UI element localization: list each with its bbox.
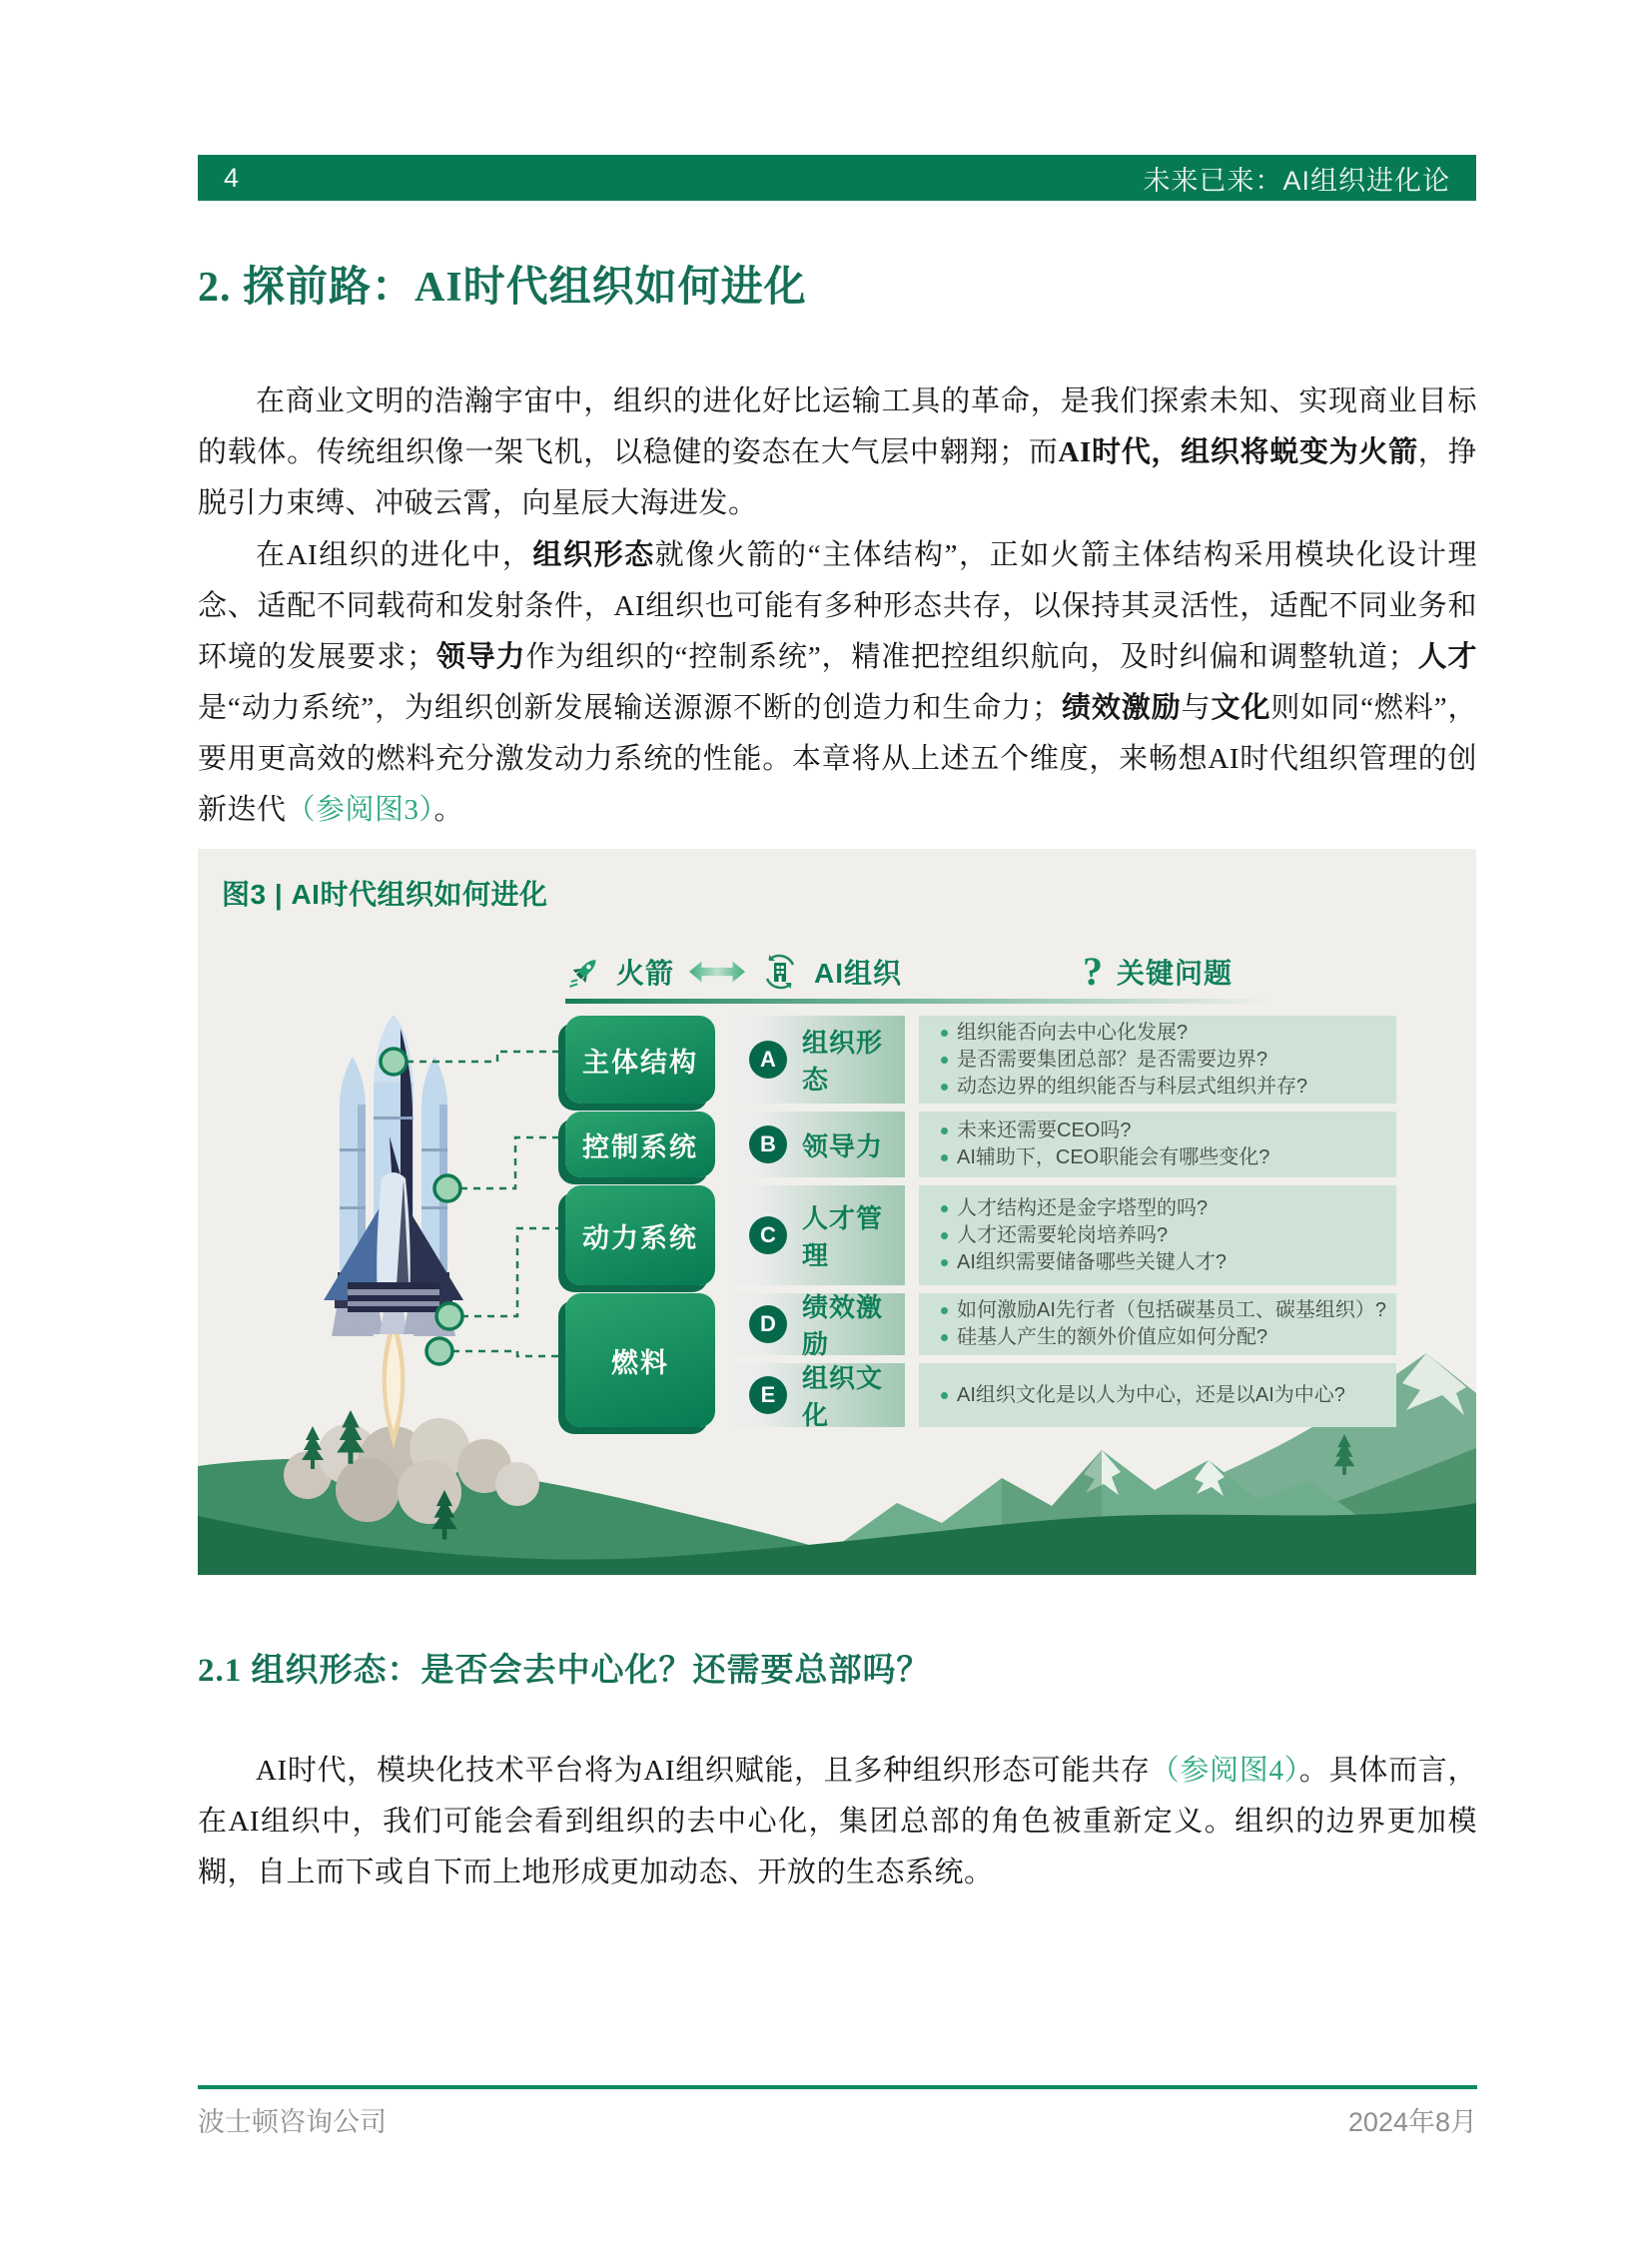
legend-rocket-org	[565, 952, 905, 992]
system-box-body: 主体结构	[565, 1016, 715, 1104]
mapping-grid	[565, 1016, 1396, 1430]
question-item: 组织能否向去中心化发展?	[939, 1020, 1307, 1047]
figure-title: 图3 | AI时代组织如何进化	[222, 879, 548, 910]
question-item: 动态边界的组织能否与科层式组织并存?	[939, 1074, 1307, 1101]
question-icon: ?	[1082, 949, 1103, 994]
dimension-talent: C 人才管理	[729, 1185, 905, 1285]
paragraph-2	[198, 530, 1477, 836]
text-run-bold: 领导力	[435, 641, 526, 673]
legend-rocket-label: 火箭	[615, 958, 674, 989]
dimension-leadership: B 领导力	[729, 1112, 905, 1177]
badge-c: C	[749, 1216, 787, 1254]
question-item: 人才还需要轮岗培养吗?	[939, 1222, 1227, 1249]
text-run: 。	[433, 794, 464, 826]
badge-a: A	[749, 1041, 787, 1079]
figure-legend	[565, 949, 1396, 995]
text-run: 则如同“燃料”，要用更高效的燃料充分激发动力系统的性能。本章将从上述五个维度，来畅想AI时代组织管理的创新迭代	[198, 692, 1477, 826]
text-run: 在AI组织的进化中，	[256, 539, 533, 571]
org-cycle-icon	[760, 952, 800, 992]
page-number: 4	[224, 162, 240, 193]
page-footer	[198, 2100, 1477, 2139]
figure-table	[565, 949, 1396, 1430]
swap-arrows-icon	[688, 960, 746, 984]
dimension-org-form: A 组织形态	[729, 1016, 905, 1104]
footer-rule	[198, 2085, 1477, 2089]
paragraph-3	[198, 1746, 1477, 1898]
legend-questions	[919, 949, 1396, 994]
system-box-control: 控制系统	[565, 1112, 715, 1177]
text-run-bold: 绩效激励	[1061, 692, 1182, 724]
question-item: 如何激励AI先行者（包括碳基员工、碳基组织）?	[939, 1297, 1386, 1324]
text-run: 在商业文明的浩瀚宇宙中，组织的进化好比运输工具的革命，是我们探索未知、实现商业目标的载体。传统组织像一架飞机，以稳健的姿态在大气层中翱翔；而	[198, 385, 1477, 468]
questions-leadership	[919, 1112, 1396, 1177]
text-run-bold: 文化	[1211, 692, 1271, 724]
figure-reference-link[interactable]: （参阅图3）	[286, 794, 434, 826]
text-run: 。具体而言，在AI组织中，我们可能会看到组织的去中心化，集团总部的角色被重新定义。组织的边界更加模糊，自上而下或自下而上地形成更加动态、开放的生态系统。	[198, 1755, 1477, 1888]
text-run: 就像火箭的“主体结构”，正如火箭主体结构采用模块化设计理念、适配不同载荷和发射条件，AI组织也可能有多种形态共存，以保持其灵活性，适配不同业务和环境的发展要求；	[198, 539, 1477, 673]
text-run: 作为组织的“控制系统”，精准把控组织航向，及时纠偏和调整轨道；	[525, 641, 1418, 673]
footer-company: 波士顿咨询公司	[198, 2107, 387, 2137]
badge-d: D	[749, 1305, 787, 1343]
section-2-1-title: 2.1 组织形态：是否会去中心化？还需要总部吗？	[198, 1653, 931, 1689]
question-item: 人才结构还是金字塔型的吗?	[939, 1195, 1227, 1222]
legend-underline	[565, 999, 1396, 1004]
dimension-culture: E 组织文化	[729, 1363, 905, 1427]
question-item: AI组织需要储备哪些关键人才?	[939, 1249, 1227, 1276]
text-run: AI时代，模块化技术平台将为AI组织赋能，且多种组织形态可能共存	[256, 1755, 1151, 1787]
questions-incentive	[919, 1293, 1396, 1355]
badge-e: E	[749, 1376, 787, 1414]
question-item: 是否需要集团总部？是否需要边界?	[939, 1047, 1307, 1074]
system-box-fuel: 燃料	[565, 1293, 715, 1427]
badge-b: B	[749, 1125, 787, 1163]
text-run: 与	[1181, 692, 1212, 724]
legend-org-label: AI组织	[814, 958, 903, 989]
space-shuttle-illustration	[324, 1015, 463, 1448]
question-item: 未来还需要CEO吗?	[939, 1118, 1269, 1144]
questions-org-form	[919, 1016, 1396, 1104]
dimension-incentive: D 绩效激励	[729, 1293, 905, 1355]
text-run-bold: 人才	[1417, 641, 1477, 673]
text-run-bold: 组织形态	[532, 539, 655, 571]
document-title: 未来已来：AI组织进化论	[1143, 165, 1450, 196]
questions-culture	[919, 1363, 1396, 1427]
footer-date: 2024年8月	[1347, 2107, 1477, 2137]
text-run: 是“动力系统”，为组织创新发展输送源源不断的创造力和生命力；	[198, 692, 1062, 724]
rocket-icon	[568, 955, 602, 989]
figure-reference-link[interactable]: （参阅图4）	[1150, 1755, 1299, 1787]
question-item: AI辅助下，CEO职能会有哪些变化?	[939, 1144, 1269, 1171]
question-item: AI组织文化是以人为中心，还是以AI为中心?	[939, 1382, 1345, 1409]
text-run: ，挣脱引力束缚、冲破云霄，向星辰大海进发。	[198, 436, 1477, 519]
page-header-bar	[198, 155, 1476, 201]
section-2-title: 2. 探前路：AI时代组织如何进化	[198, 265, 807, 311]
figure-3	[198, 849, 1476, 1575]
question-item: 硅基人产生的额外价值应如何分配?	[939, 1324, 1386, 1351]
legend-questions-label: 关键问题	[1116, 958, 1233, 989]
paragraph-1	[198, 376, 1477, 529]
text-run-bold: AI时代，组织将蜕变为火箭	[1058, 436, 1418, 468]
system-box-power: 动力系统	[565, 1185, 715, 1285]
questions-talent	[919, 1185, 1396, 1285]
